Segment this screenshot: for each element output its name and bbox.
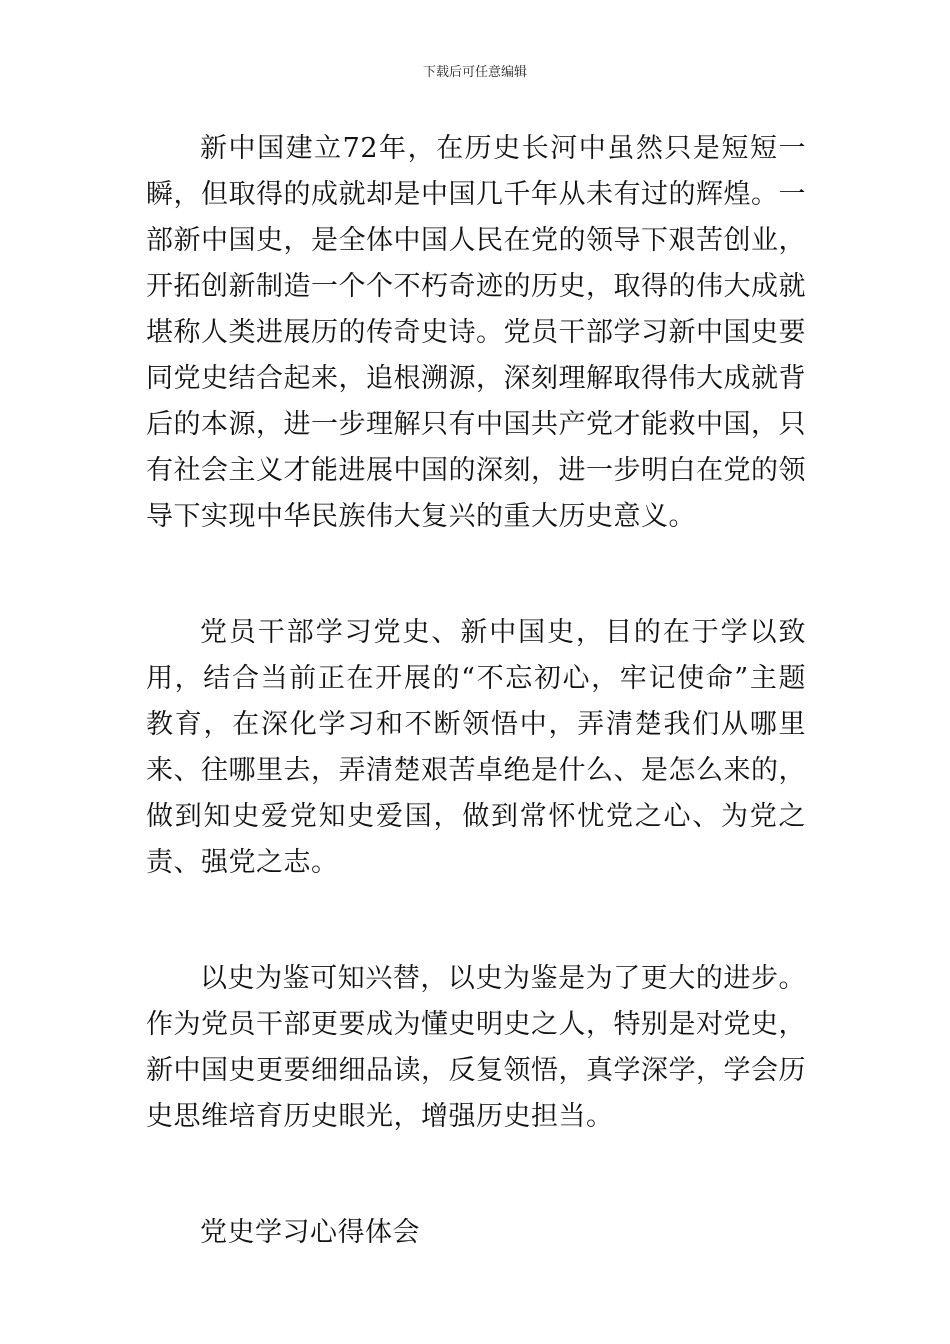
paragraph-2: 党员干部学习党史、新中国史，目的在于学以致用，结合当前正在开展的“不忘初心，牢记使命”主题教育，在深化学习和不断领悟中，弄清楚我们从哪里来、往哪里去，弄清楚艰苦卓绝是什么、是怎么来的，做到知史爱党知史爱国，做到常怀忧党之心、为党之责、强党之志。 (146, 617, 806, 878)
paragraph-1: 新中国建立72年，在历史长河中虽然只是短短一瞬，但取得的成就却是中国几千年从未有过的辉煌。一部新中国史，是全体中国人民在党的领导下艰苦创业，开拓创新制造一个个不朽奇迹的历史，取得的伟大成就堪称人类进展历的传奇史诗。党员干部学习新中国史要同党史结合起来，追根溯源，深刻理解取得伟大成就背后的本源，进一步理解只有中国共产党才能救中国，只有社会主义才能进展中国的深刻，进一步明白在党的领导下实现中华民族伟大复兴的重大历史意义。 (146, 133, 806, 532)
document-body (146, 126, 806, 1256)
paragraph-3: 以史为鉴可知兴替，以史为鉴是为了更大的进步。作为党员干部更要成为懂史明史之人，特别是对党史，新中国史更要细细品读，反复领悟，真学深学，学会历史思维培育历史眼光，增强历史担当。 (146, 963, 806, 1132)
page-header-note: 下载后可任意编辑 (422, 65, 527, 80)
paragraph-gap (146, 886, 806, 956)
paragraph-gap (146, 1140, 806, 1210)
paragraph-gap (146, 540, 806, 610)
section-heading: 党史学习心得体会 (200, 1217, 420, 1248)
